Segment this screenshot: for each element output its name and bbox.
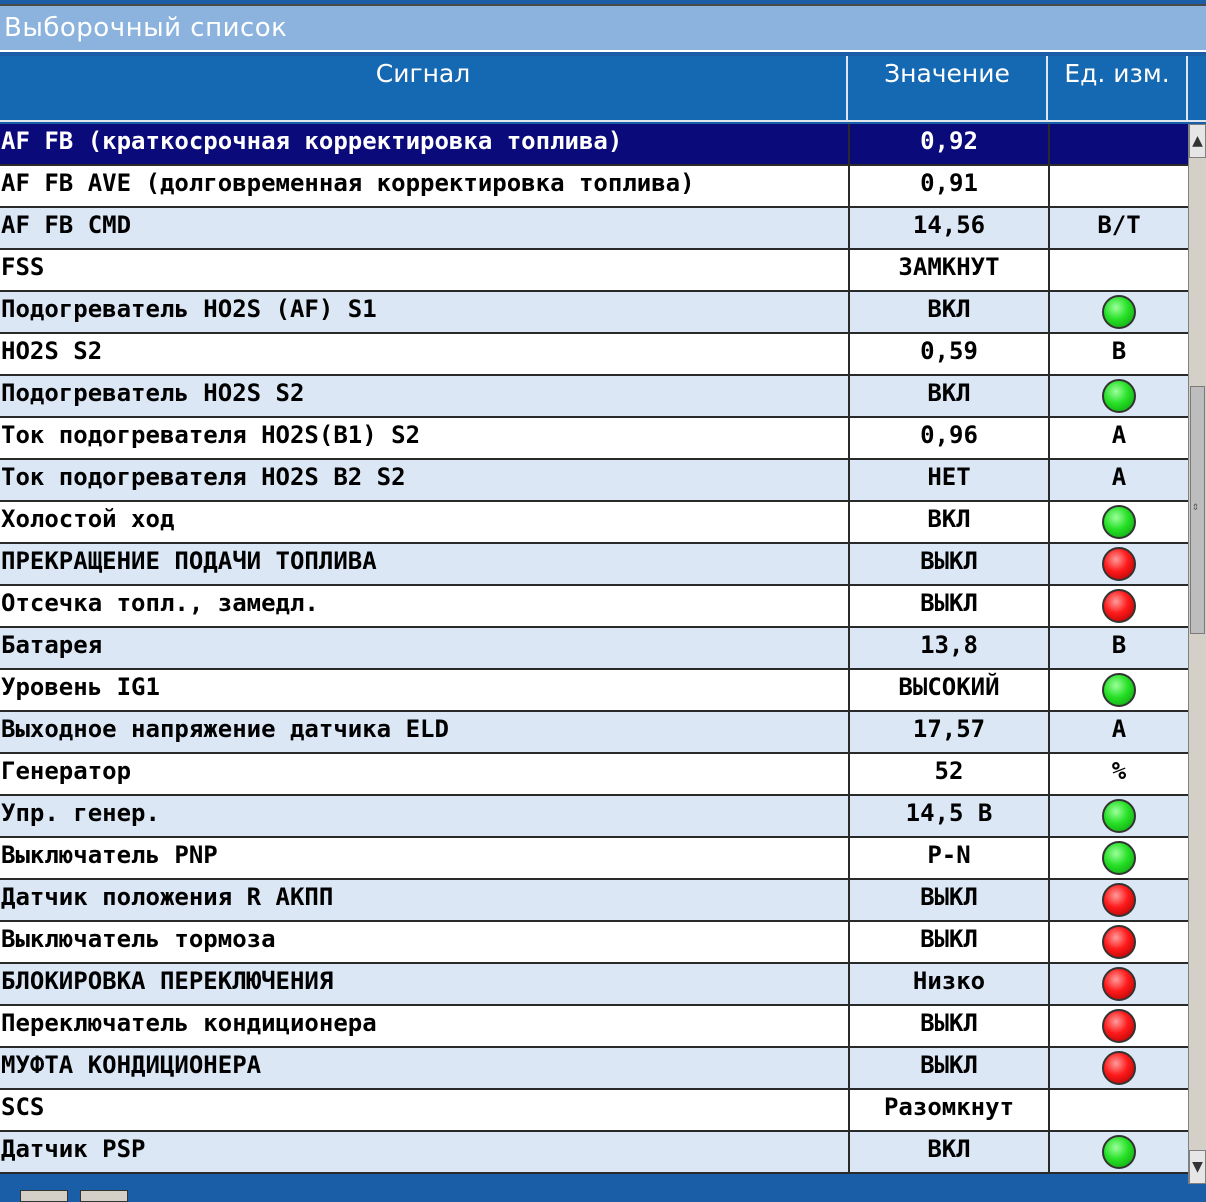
status-on-icon — [1102, 379, 1136, 413]
signal-name: AF FB (краткосрочная корректировка топлива) — [1, 127, 623, 155]
signal-value: Низко — [848, 964, 1048, 1004]
scroll-thumb[interactable] — [1190, 386, 1205, 634]
signal-unit — [1048, 1048, 1188, 1088]
signal-value: ВЫКЛ — [848, 586, 1048, 626]
toolbar-button-2[interactable] — [80, 1190, 128, 1202]
bottom-toolbar — [0, 1184, 1206, 1202]
table-row[interactable] — [0, 166, 1188, 208]
signal-unit: В — [1048, 334, 1188, 374]
signal-value: 0,91 — [848, 166, 1048, 206]
table-row[interactable] — [0, 292, 1188, 334]
signal-name: Упр. генер. — [1, 799, 160, 827]
signal-unit — [1048, 964, 1188, 1004]
signal-value: 0,96 — [848, 418, 1048, 458]
signal-unit: В — [1048, 628, 1188, 668]
signal-name: Отсечка топл., замедл. — [1, 589, 319, 617]
table-row[interactable] — [0, 502, 1188, 544]
signal-unit — [1048, 124, 1188, 164]
vertical-scrollbar[interactable] — [1188, 124, 1206, 1184]
signal-value: ВКЛ — [848, 502, 1048, 542]
signal-name: МУФТА КОНДИЦИОНЕРА — [1, 1051, 262, 1079]
signal-unit — [1048, 502, 1188, 542]
signal-unit: А — [1048, 712, 1188, 752]
signal-unit — [1048, 922, 1188, 962]
signal-name: Подогреватель HO2S (AF) S1 — [1, 295, 377, 323]
signal-unit: В/Т — [1048, 208, 1188, 248]
status-on-icon — [1102, 799, 1136, 833]
signal-unit — [1048, 670, 1188, 710]
table-row[interactable] — [0, 544, 1188, 586]
signal-value: 17,57 — [848, 712, 1048, 752]
signal-value: ВКЛ — [848, 376, 1048, 416]
status-off-icon — [1102, 547, 1136, 581]
scroll-down-button[interactable] — [1189, 1150, 1206, 1184]
signal-name: Ток подогревателя HO2S(B1) S2 — [1, 421, 421, 449]
table-row[interactable] — [0, 1090, 1188, 1132]
table-row[interactable] — [0, 670, 1188, 712]
status-on-icon — [1102, 841, 1136, 875]
signal-unit — [1048, 292, 1188, 332]
status-off-icon — [1102, 1051, 1136, 1085]
signal-name: Выключатель PNP — [1, 841, 218, 869]
signal-name: Ток подогревателя HO2S B2 S2 — [1, 463, 406, 491]
signal-name: Датчик положения R АКПП — [1, 883, 334, 911]
signal-name: Батарея — [1, 631, 103, 659]
table-row[interactable] — [0, 964, 1188, 1006]
grip-icon: ⇕ — [1192, 499, 1200, 513]
table-header — [0, 56, 1206, 122]
signal-name: ПРЕКРАЩЕНИЕ ПОДАЧИ ТОПЛИВА — [1, 547, 377, 575]
signal-name: FSS — [1, 253, 45, 281]
signal-name: БЛОКИРОВКА ПЕРЕКЛЮЧЕНИЯ — [1, 967, 334, 995]
signal-name: Холостой ход — [1, 505, 175, 533]
column-header-spacer — [1188, 56, 1206, 120]
status-off-icon — [1102, 925, 1136, 959]
signal-value: 52 — [848, 754, 1048, 794]
toolbar-button-1[interactable] — [20, 1190, 68, 1202]
signal-value: ВЫКЛ — [848, 544, 1048, 584]
signal-value: P-N — [848, 838, 1048, 878]
signal-unit — [1048, 376, 1188, 416]
table-row[interactable] — [0, 1006, 1188, 1048]
signal-value: 13,8 — [848, 628, 1048, 668]
table-row[interactable] — [0, 460, 1188, 502]
signal-unit — [1048, 1132, 1188, 1172]
signal-unit — [1048, 1090, 1188, 1130]
table-row[interactable] — [0, 418, 1188, 460]
signal-unit — [1048, 796, 1188, 836]
column-header-value[interactable]: Значение — [848, 56, 1048, 120]
signal-unit: % — [1048, 754, 1188, 794]
signal-unit — [1048, 838, 1188, 878]
data-table — [0, 124, 1188, 1184]
signal-value: ВКЛ — [848, 1132, 1048, 1172]
status-on-icon — [1102, 673, 1136, 707]
chevron-up-icon: ▲ — [1192, 133, 1203, 149]
signal-value: 0,92 — [848, 124, 1048, 164]
signal-unit: А — [1048, 418, 1188, 458]
table-row[interactable] — [0, 1048, 1188, 1090]
title-bar — [0, 4, 1206, 52]
signal-value: 0,59 — [848, 334, 1048, 374]
column-header-unit[interactable]: Ед. изм. — [1048, 56, 1188, 120]
status-on-icon — [1102, 505, 1136, 539]
signal-name: AF FB AVE (долговременная корректировка топлива) — [1, 169, 695, 197]
status-on-icon — [1102, 295, 1136, 329]
table-row[interactable] — [0, 712, 1188, 754]
scroll-up-button[interactable] — [1189, 124, 1206, 158]
table-row[interactable] — [0, 334, 1188, 376]
signal-value: ВЫСОКИЙ — [848, 670, 1048, 710]
status-off-icon — [1102, 1009, 1136, 1043]
signal-name: Датчик PSP — [1, 1135, 146, 1163]
table-row[interactable] — [0, 922, 1188, 964]
signal-name: Уровень IG1 — [1, 673, 160, 701]
signal-unit — [1048, 250, 1188, 290]
signal-name: HO2S S2 — [1, 337, 103, 365]
signal-unit — [1048, 166, 1188, 206]
status-off-icon — [1102, 967, 1136, 1001]
table-row[interactable] — [0, 586, 1188, 628]
signal-value: ВЫКЛ — [848, 1048, 1048, 1088]
signal-value: ВЫКЛ — [848, 922, 1048, 962]
chevron-down-icon: ▼ — [1192, 1159, 1203, 1175]
table-row[interactable] — [0, 628, 1188, 670]
signal-name: Подогреватель HO2S S2 — [1, 379, 305, 407]
status-off-icon — [1102, 589, 1136, 623]
signal-value: ЗАМКНУТ — [848, 250, 1048, 290]
column-header-signal[interactable]: Сигнал — [0, 56, 848, 120]
signal-value: ВЫКЛ — [848, 1006, 1048, 1046]
signal-name: AF FB CMD — [1, 211, 132, 239]
signal-value: Разомкнут — [848, 1090, 1048, 1130]
signal-name: Генератор — [1, 757, 132, 785]
table-row[interactable] — [0, 880, 1188, 922]
window-title: Выборочный список — [4, 13, 288, 43]
signal-value: НЕТ — [848, 460, 1048, 500]
status-on-icon — [1102, 1135, 1136, 1169]
table-row[interactable] — [0, 754, 1188, 796]
signal-unit — [1048, 586, 1188, 626]
signal-value: ВЫКЛ — [848, 880, 1048, 920]
signal-name: Выключатель тормоза — [1, 925, 276, 953]
table-row[interactable] — [0, 376, 1188, 418]
signal-unit — [1048, 544, 1188, 584]
table-row[interactable] — [0, 208, 1188, 250]
signal-name: Переключатель кондиционера — [1, 1009, 377, 1037]
signal-value: 14,5 В — [848, 796, 1048, 836]
signal-name: Выходное напряжение датчика ELD — [1, 715, 449, 743]
table-row[interactable] — [0, 796, 1188, 838]
signal-unit — [1048, 1006, 1188, 1046]
table-row[interactable] — [0, 838, 1188, 880]
signal-unit: А — [1048, 460, 1188, 500]
signal-name: SCS — [1, 1093, 45, 1121]
signal-value: 14,56 — [848, 208, 1048, 248]
table-row[interactable] — [0, 250, 1188, 292]
table-row[interactable] — [0, 124, 1188, 166]
signal-unit — [1048, 880, 1188, 920]
status-off-icon — [1102, 883, 1136, 917]
signal-value: ВКЛ — [848, 292, 1048, 332]
table-row[interactable] — [0, 1132, 1188, 1174]
